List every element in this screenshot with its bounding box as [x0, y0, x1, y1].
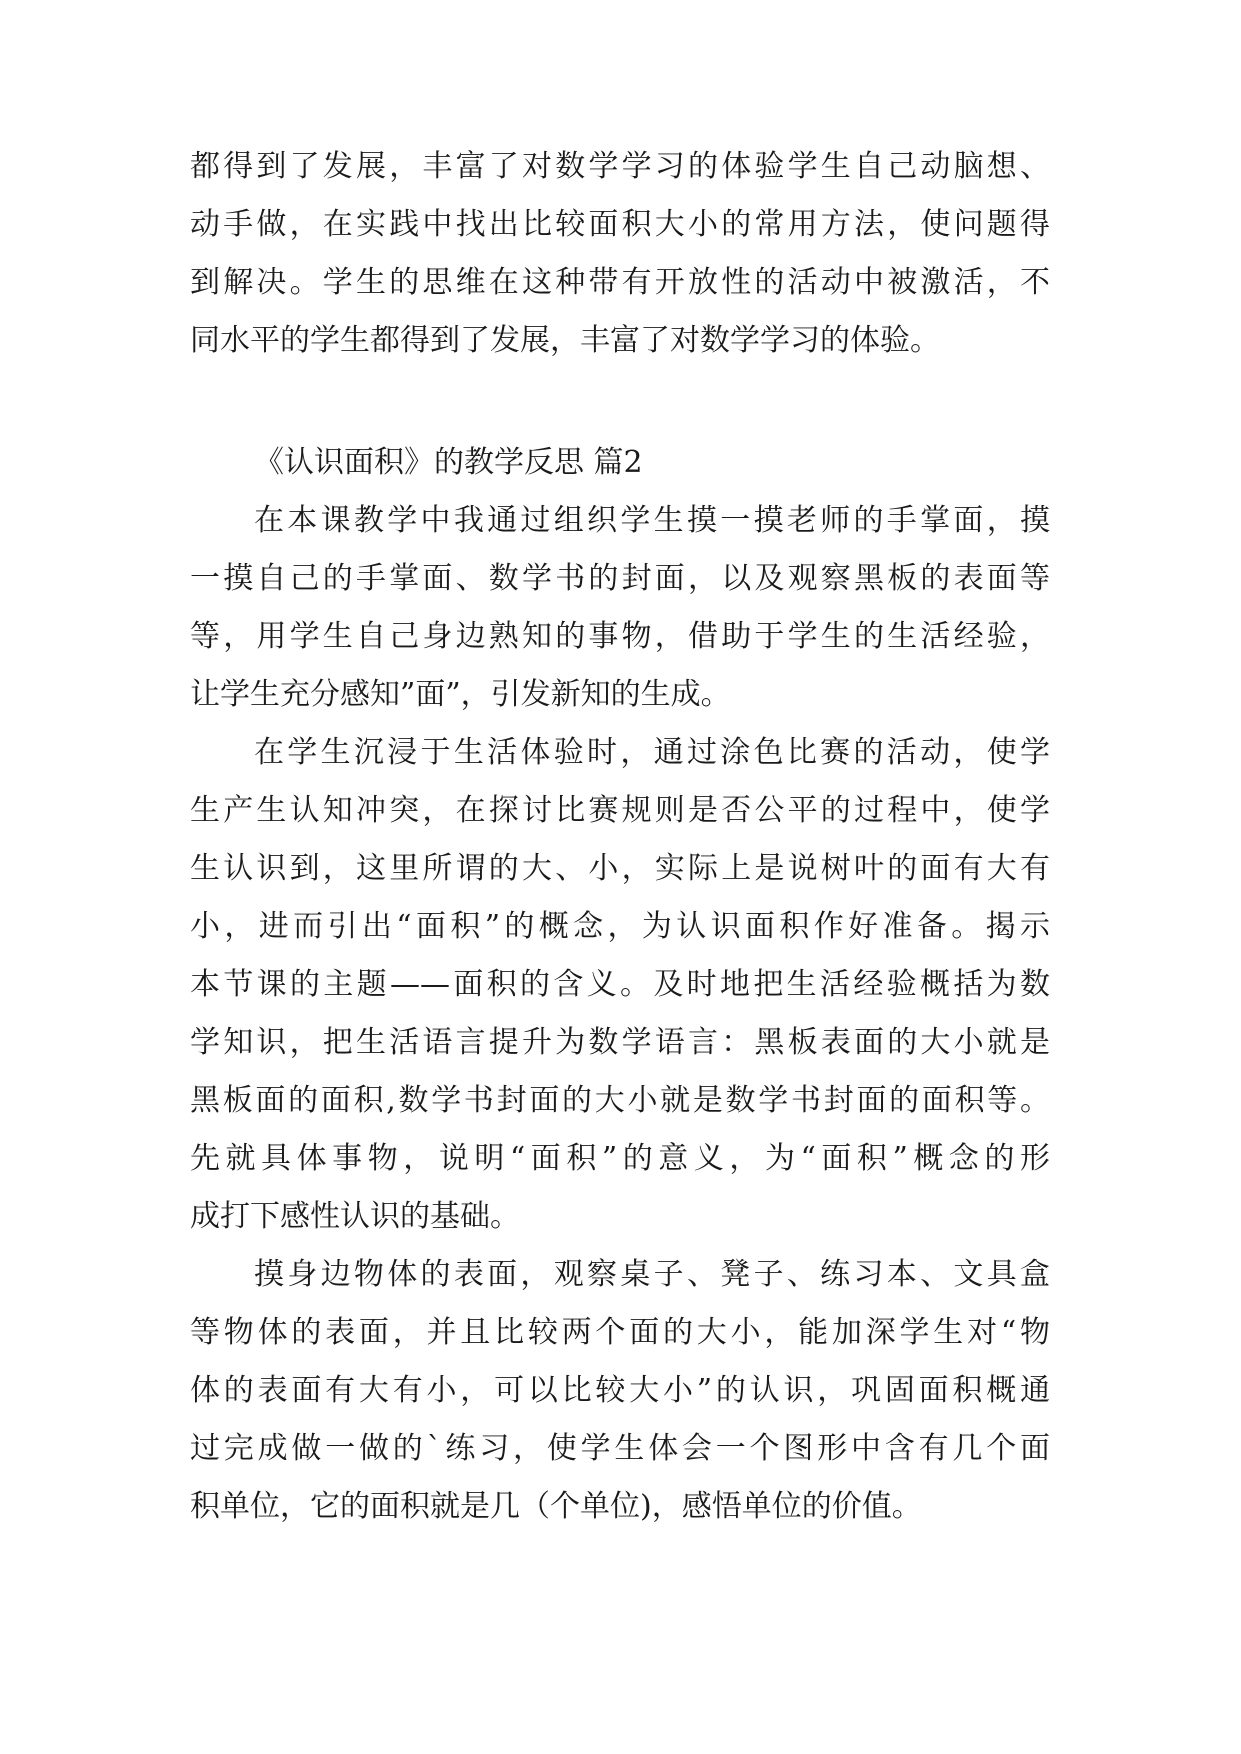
- p1-line-3: 到解决。学生的思维在这种带有开放性的活动中被激活，不: [190, 265, 1050, 300]
- p4-line-5: 积单位，它的面积就是几（个单位)，感悟单位的价值。: [190, 1489, 922, 1524]
- p3-line-4: 小，进而引出“面积”的概念，为认识面积作好准备。揭示: [190, 909, 1050, 944]
- p2-line-1: 在本课教学中我通过组织学生摸一摸老师的手掌面，摸: [254, 503, 1050, 538]
- p3-line-8: 先就具体事物，说明“面积”的意义，为“面积”概念的形: [190, 1141, 1050, 1176]
- p3-line-1: 在学生沉浸于生活体验时，通过涂色比赛的活动，使学: [254, 735, 1050, 770]
- p1-line-2: 动手做，在实践中找出比较面积大小的常用方法，使问题得: [190, 207, 1050, 242]
- p1-line-1: 都得到了发展，丰富了对数学学习的体验学生自己动脑想、: [190, 149, 1050, 184]
- p4-line-3: 体的表面有大有小，可以比较大小”的认识，巩固面积概通: [190, 1373, 1050, 1408]
- p3-line-3: 生认识到，这里所谓的大、小，实际上是说树叶的面有大有: [190, 851, 1050, 886]
- p4-line-4: 过完成做一做的`练习，使学生体会一个图形中含有几个面: [190, 1431, 1050, 1466]
- p3-line-2: 生产生认知冲突，在探讨比赛规则是否公平的过程中，使学: [190, 793, 1050, 828]
- p3-line-9: 成打下感性认识的基础。: [190, 1199, 520, 1234]
- section-heading: 《认识面积》的教学反思 篇2: [254, 445, 643, 480]
- p3-line-6: 学知识，把生活语言提升为数学语言：黑板表面的大小就是: [190, 1025, 1050, 1060]
- p4-line-1: 摸身边物体的表面，观察桌子、凳子、练习本、文具盒: [254, 1257, 1050, 1292]
- p3-line-7: 黑板面的面积,数学书封面的大小就是数学书封面的面积等。: [190, 1083, 1050, 1118]
- p2-line-3: 等，用学生自己身边熟知的事物，借助于学生的生活经验，: [190, 619, 1050, 654]
- p4-line-2: 等物体的表面，并且比较两个面的大小，能加深学生对“物: [190, 1315, 1050, 1350]
- p1-line-4: 同水平的学生都得到了发展，丰富了对数学学习的体验。: [190, 323, 940, 358]
- p2-line-4: 让学生充分感知”面”，引发新知的生成。: [190, 677, 731, 712]
- p3-line-5: 本节课的主题——面积的含义。及时地把生活经验概括为数: [190, 967, 1050, 1002]
- p2-line-2: 一摸自己的手掌面、数学书的封面，以及观察黑板的表面等: [190, 561, 1050, 596]
